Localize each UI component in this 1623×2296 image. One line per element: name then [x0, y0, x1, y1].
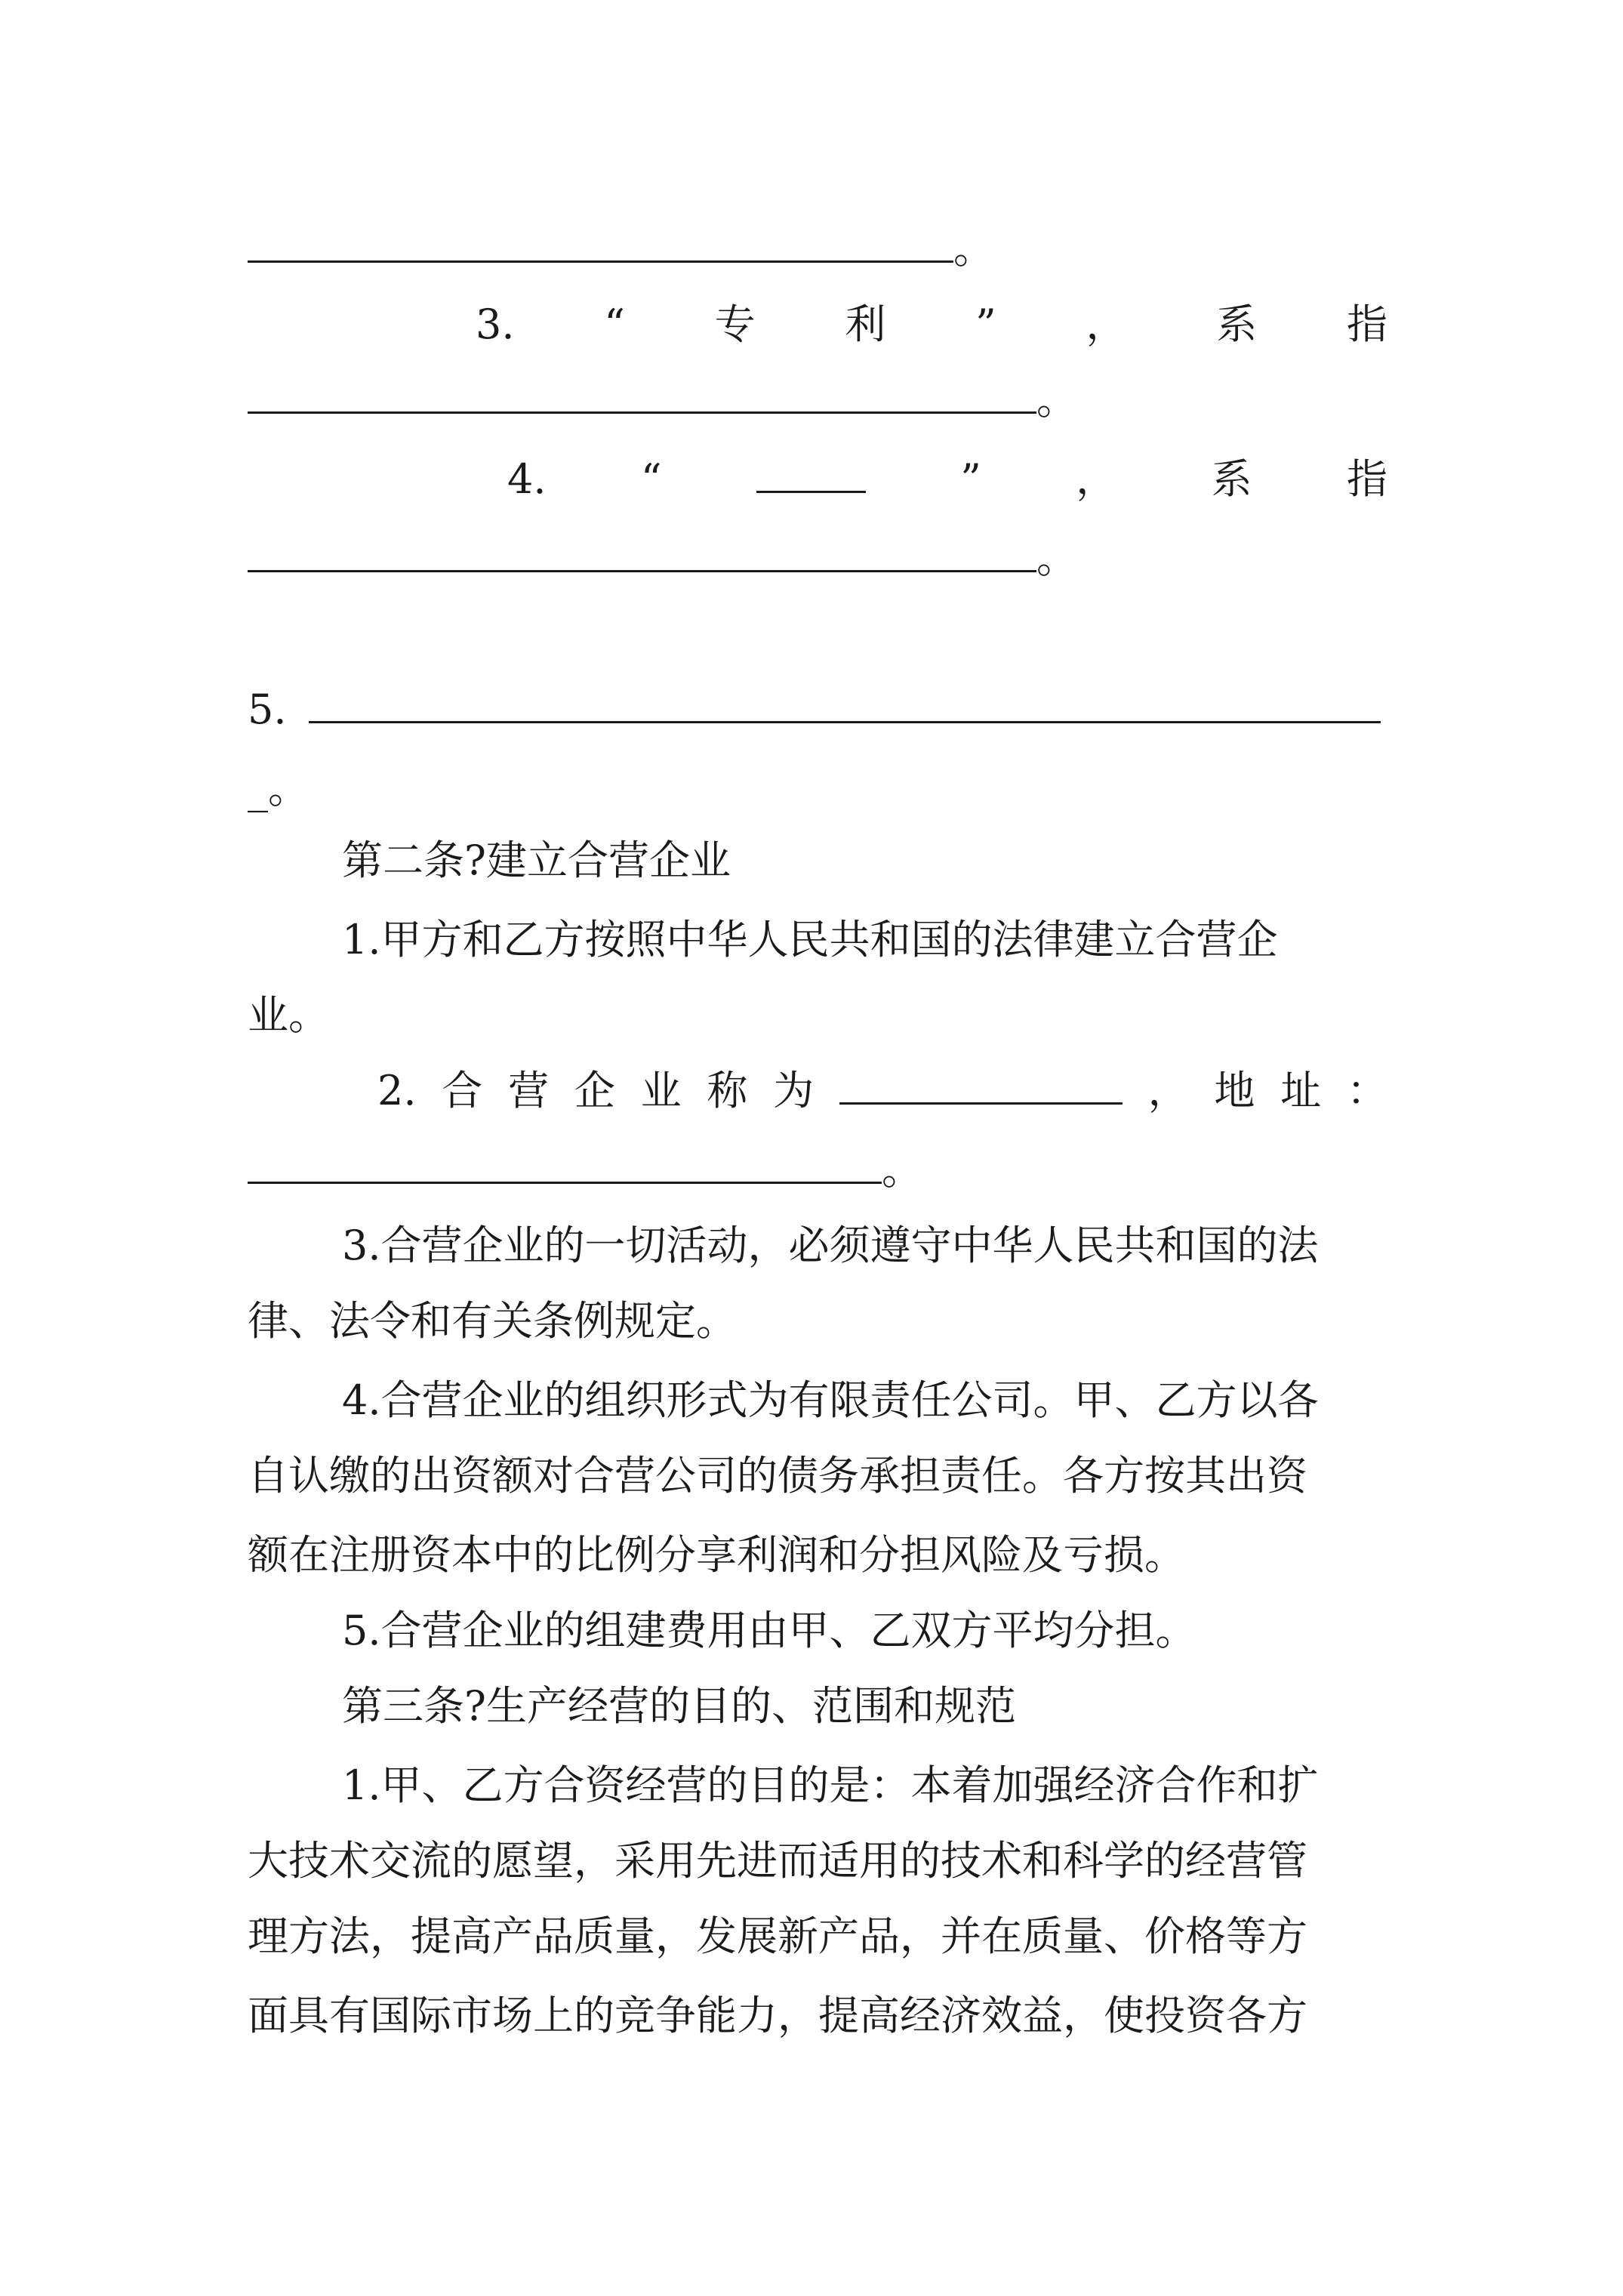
address-blank: [248, 1181, 882, 1184]
definition-5-tail: _。: [248, 765, 309, 812]
article-2-paragraph-3: 3.合营企业的一切活动，必须遵守中华人民共和国的法: [342, 1222, 1319, 1269]
article-3-paragraph-1-cont-3: 面具有国际市场上的竞争能力，提高经济效益，使投资各方: [248, 1992, 1307, 2039]
article-2-paragraph-4-cont-2: 额在注册资本中的比例分享利润和分担风险及亏损。: [248, 1531, 1185, 1579]
definition-5-line: 5.: [248, 672, 1387, 747]
article-3-paragraph-1: 1.甲、乙方合资经营的目的是：本着加强经济合作和扩: [342, 1761, 1319, 1809]
term-blank: [756, 490, 866, 493]
article-3-paragraph-1-cont-2: 理方法，提高产品质量，发展新产品，并在质量、价格等方: [248, 1912, 1307, 1960]
article-3-paragraph-1-cont-1: 大技术交流的愿望，采用先进而适用的技术和科学的经营管: [248, 1837, 1307, 1885]
fill-blank: [248, 569, 1036, 572]
definition-3-line: 3. “ 专 利 ” ， 系 指: [476, 300, 1387, 348]
article-2-paragraph-3-cont: 律、法令和有关条例规定。: [248, 1297, 737, 1345]
definition-4-line: 4. “ ” ， 系 指: [507, 455, 1387, 503]
fill-blank: [248, 260, 953, 263]
address-blank-line: 。: [248, 1133, 1387, 1208]
definition-3-blank: 。: [248, 362, 1387, 438]
article-2-paragraph-1: 1.甲方和乙方按照中华人民共和国的法律建立合营企: [342, 916, 1278, 963]
article-2-paragraph-1-cont: 业。: [248, 991, 329, 1039]
article-3-title: 第三条?生产经营的目的、范围和规范: [342, 1682, 1016, 1730]
fill-blank: [248, 411, 1036, 414]
definition-4-blank: 。: [248, 521, 1387, 596]
article-2-paragraph-4-cont-1: 自认缴的出资额对合营公司的债务承担责任。各方按其出资: [248, 1452, 1307, 1499]
article-2-paragraph-2: 2. 合 营 企 业 称 为 ， 地 址 ：: [377, 1067, 1387, 1114]
article-2-paragraph-5: 5.合营企业的组建费用由甲、乙双方平均分担。: [342, 1607, 1196, 1654]
company-name-blank: [839, 1102, 1123, 1105]
article-2-title: 第二条?建立合营企业: [342, 837, 731, 884]
article-2-paragraph-4: 4.合营企业的组织形式为有限责任公司。甲、乙方以各: [342, 1376, 1319, 1424]
definition-2-continuation: 。: [248, 211, 1387, 287]
fill-blank: [309, 720, 1381, 723]
